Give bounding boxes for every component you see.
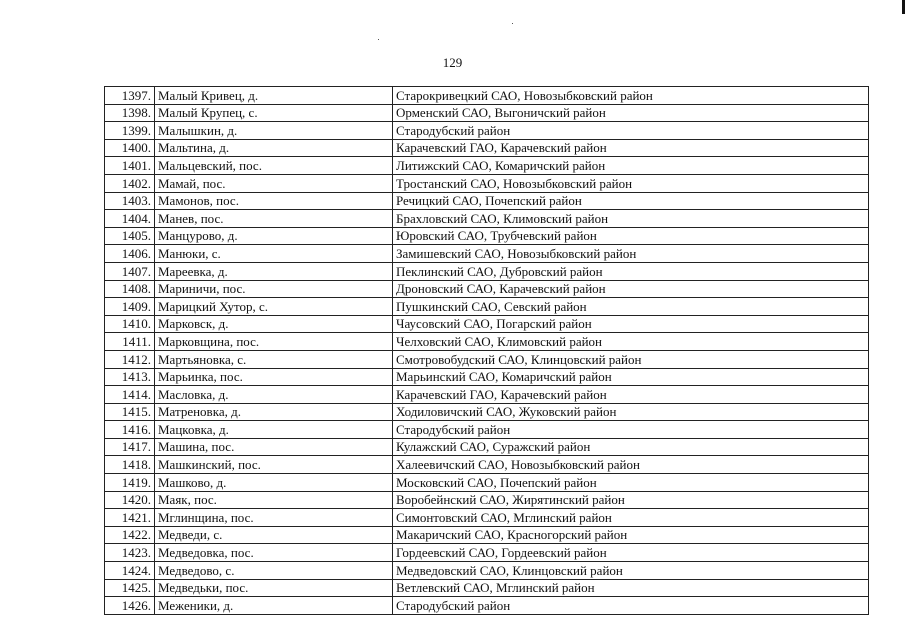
table-row bbox=[105, 579, 869, 597]
table-row bbox=[105, 491, 869, 509]
row-number: 1404. bbox=[105, 210, 155, 228]
administrative-unit: Гордеевский САО, Гордеевский район bbox=[393, 544, 869, 562]
administrative-unit: Замишевский САО, Новозыбковский район bbox=[393, 245, 869, 263]
administrative-unit: Ветлевский САО, Мглинский район bbox=[393, 579, 869, 597]
administrative-unit: Воробейнский САО, Жирятинский район bbox=[393, 491, 869, 509]
table-row bbox=[105, 157, 869, 175]
row-number: 1420. bbox=[105, 491, 155, 509]
table-row bbox=[105, 509, 869, 527]
table-row bbox=[105, 474, 869, 492]
row-number: 1409. bbox=[105, 298, 155, 316]
row-number: 1421. bbox=[105, 509, 155, 527]
row-number: 1425. bbox=[105, 579, 155, 597]
row-number: 1403. bbox=[105, 192, 155, 210]
settlement-name: Мариничи, пос. bbox=[155, 280, 393, 298]
settlement-name: Маяк, пос. bbox=[155, 491, 393, 509]
administrative-unit: Ходиловичский САО, Жуковский район bbox=[393, 403, 869, 421]
administrative-unit: Стародубский район bbox=[393, 597, 869, 615]
administrative-unit: Карачевский ГАО, Карачевский район bbox=[393, 386, 869, 404]
administrative-unit: Макаричский САО, Красногорский район bbox=[393, 526, 869, 544]
settlement-name: Манев, пос. bbox=[155, 210, 393, 228]
administrative-unit: Карачевский ГАО, Карачевский район bbox=[393, 139, 869, 157]
table-row bbox=[105, 262, 869, 280]
settlement-name: Медведово, с. bbox=[155, 562, 393, 580]
table-row bbox=[105, 87, 869, 105]
administrative-unit: Старокривецкий САО, Новозыбковский район bbox=[393, 87, 869, 105]
settlement-name: Меженики, д. bbox=[155, 597, 393, 615]
table-row bbox=[105, 562, 869, 580]
settlement-name: Медведовка, пос. bbox=[155, 544, 393, 562]
row-number: 1418. bbox=[105, 456, 155, 474]
row-number: 1400. bbox=[105, 139, 155, 157]
table-row bbox=[105, 245, 869, 263]
row-number: 1419. bbox=[105, 474, 155, 492]
settlement-name: Мальцевский, пос. bbox=[155, 157, 393, 175]
table-row bbox=[105, 456, 869, 474]
settlement-name: Марицкий Хутор, с. bbox=[155, 298, 393, 316]
administrative-unit: Стародубский район bbox=[393, 421, 869, 439]
settlement-name: Малый Крупец, с. bbox=[155, 104, 393, 122]
administrative-unit: Стародубский район bbox=[393, 122, 869, 140]
row-number: 1414. bbox=[105, 386, 155, 404]
administrative-unit: Литижский САО, Комаричский район bbox=[393, 157, 869, 175]
settlements-table-body bbox=[105, 87, 869, 615]
settlement-name: Медведи, с. bbox=[155, 526, 393, 544]
settlement-name: Малышкин, д. bbox=[155, 122, 393, 140]
row-number: 1402. bbox=[105, 174, 155, 192]
settlement-name: Малый Кривец, д. bbox=[155, 87, 393, 105]
administrative-unit: Речицкий САО, Почепский район bbox=[393, 192, 869, 210]
settlement-name: Манюки, с. bbox=[155, 245, 393, 263]
administrative-unit: Чаусовский САО, Погарский район bbox=[393, 315, 869, 333]
row-number: 1424. bbox=[105, 562, 155, 580]
row-number: 1422. bbox=[105, 526, 155, 544]
table-row bbox=[105, 298, 869, 316]
administrative-unit: Смотровобудский САО, Клинцовский район bbox=[393, 350, 869, 368]
table-row bbox=[105, 227, 869, 245]
row-number: 1397. bbox=[105, 87, 155, 105]
row-number: 1407. bbox=[105, 262, 155, 280]
settlement-name: Мартьяновка, с. bbox=[155, 350, 393, 368]
table-row bbox=[105, 526, 869, 544]
table-row bbox=[105, 315, 869, 333]
table-row bbox=[105, 403, 869, 421]
table-row bbox=[105, 333, 869, 351]
administrative-unit: Пеклинский САО, Дубровский район bbox=[393, 262, 869, 280]
settlement-name: Мамай, пос. bbox=[155, 174, 393, 192]
administrative-unit: Пушкинский САО, Севский район bbox=[393, 298, 869, 316]
administrative-unit: Дроновский САО, Карачевский район bbox=[393, 280, 869, 298]
table-row bbox=[105, 597, 869, 615]
settlement-name: Мацковка, д. bbox=[155, 421, 393, 439]
settlement-name: Масловка, д. bbox=[155, 386, 393, 404]
administrative-unit: Московский САО, Почепский район bbox=[393, 474, 869, 492]
row-number: 1413. bbox=[105, 368, 155, 386]
settlement-name: Машково, д. bbox=[155, 474, 393, 492]
settlement-name: Мальтина, д. bbox=[155, 139, 393, 157]
row-number: 1398. bbox=[105, 104, 155, 122]
row-number: 1405. bbox=[105, 227, 155, 245]
row-number: 1426. bbox=[105, 597, 155, 615]
table-row bbox=[105, 544, 869, 562]
table-row bbox=[105, 210, 869, 228]
settlement-name: Марковщина, пос. bbox=[155, 333, 393, 351]
row-number: 1406. bbox=[105, 245, 155, 263]
administrative-unit: Тростанский САО, Новозыбковский район bbox=[393, 174, 869, 192]
row-number: 1401. bbox=[105, 157, 155, 175]
settlement-name: Мамонов, пос. bbox=[155, 192, 393, 210]
row-number: 1417. bbox=[105, 438, 155, 456]
settlement-name: Мареевка, д. bbox=[155, 262, 393, 280]
row-number: 1415. bbox=[105, 403, 155, 421]
table-row bbox=[105, 280, 869, 298]
settlement-name: Мглинщина, пос. bbox=[155, 509, 393, 527]
administrative-unit: Орменский САО, Выгоничский район bbox=[393, 104, 869, 122]
administrative-unit: Марьинский САО, Комаричский район bbox=[393, 368, 869, 386]
table-row bbox=[105, 386, 869, 404]
settlement-name: Машкинский, пос. bbox=[155, 456, 393, 474]
table-row bbox=[105, 104, 869, 122]
administrative-unit: Кулажский САО, Суражский район bbox=[393, 438, 869, 456]
table-row bbox=[105, 122, 869, 140]
row-number: 1412. bbox=[105, 350, 155, 368]
settlement-name: Машина, пос. bbox=[155, 438, 393, 456]
settlements-table bbox=[104, 86, 869, 615]
table-row bbox=[105, 421, 869, 439]
scan-speck bbox=[378, 39, 379, 40]
administrative-unit: Брахловский САО, Климовский район bbox=[393, 210, 869, 228]
page-number: 129 bbox=[442, 55, 463, 70]
table-row bbox=[105, 139, 869, 157]
settlement-name: Матреновка, д. bbox=[155, 403, 393, 421]
row-number: 1423. bbox=[105, 544, 155, 562]
settlement-name: Марьинка, пос. bbox=[155, 368, 393, 386]
administrative-unit: Юровский САО, Трубчевский район bbox=[393, 227, 869, 245]
settlement-name: Медведьки, пос. bbox=[155, 579, 393, 597]
administrative-unit: Халеевичский САО, Новозыбковский район bbox=[393, 456, 869, 474]
administrative-unit: Симонтовский САО, Мглинский район bbox=[393, 509, 869, 527]
row-number: 1399. bbox=[105, 122, 155, 140]
row-number: 1416. bbox=[105, 421, 155, 439]
scan-speck bbox=[512, 23, 513, 24]
administrative-unit: Челховский САО, Климовский район bbox=[393, 333, 869, 351]
table-row bbox=[105, 350, 869, 368]
row-number: 1410. bbox=[105, 315, 155, 333]
table-row bbox=[105, 192, 869, 210]
row-number: 1408. bbox=[105, 280, 155, 298]
table-row bbox=[105, 438, 869, 456]
table-row bbox=[105, 368, 869, 386]
settlement-name: Манцурово, д. bbox=[155, 227, 393, 245]
administrative-unit: Медведовский САО, Клинцовский район bbox=[393, 562, 869, 580]
table-row bbox=[105, 174, 869, 192]
row-number: 1411. bbox=[105, 333, 155, 351]
settlement-name: Марковск, д. bbox=[155, 315, 393, 333]
